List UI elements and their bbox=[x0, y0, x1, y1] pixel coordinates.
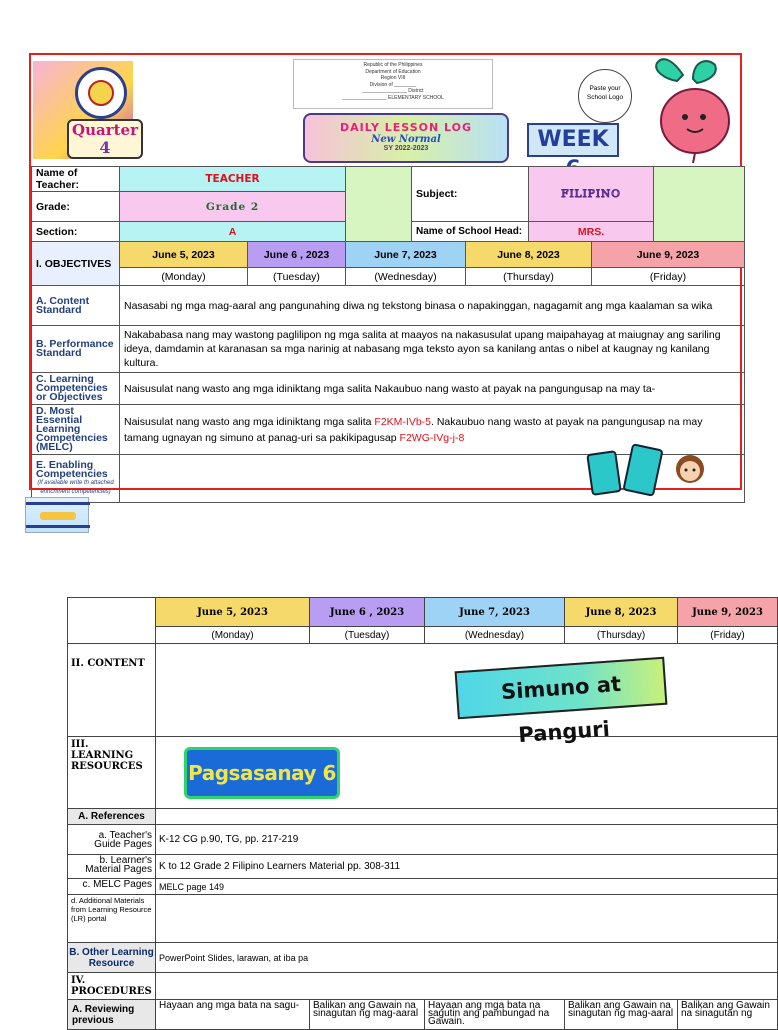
procedures-title: IV. PROCEDURES bbox=[68, 973, 156, 1000]
teacher-signature-cell bbox=[346, 167, 412, 242]
region-line: Division of ________ bbox=[369, 81, 417, 88]
region-line: Department of Education bbox=[365, 68, 421, 75]
day-name: (Friday) bbox=[678, 627, 778, 644]
content-table bbox=[67, 597, 778, 1030]
resources-title: III. LEARNING RESOURCES bbox=[68, 737, 156, 809]
lm-label: b. Learner's Material Pages bbox=[68, 855, 156, 879]
review-cell: Balikan ang Gawain na sinagutan ng bbox=[678, 1000, 778, 1030]
review-cell: Hayaan ang mga bata na sagu- bbox=[156, 1000, 310, 1030]
tg-value: K-12 CG p.90, TG, pp. 217-219 bbox=[156, 825, 778, 855]
region-line: ________________ District bbox=[362, 88, 424, 94]
learning-competencies-label: C. Learning Competencies or Objectives bbox=[32, 373, 120, 405]
section-value: A bbox=[120, 222, 346, 242]
learning-competencies-text: Naisusulat nang wasto ang mga idiniktang mga salita Nakaubuo nang wasto at payak na pangungusap na may ta- bbox=[120, 373, 745, 405]
week-badge: WEEK bbox=[527, 123, 619, 157]
school-head-value: MRS. bbox=[529, 222, 654, 242]
lm-value: K to 12 Grade 2 Filipino Learners Material pp. 308-311 bbox=[156, 855, 778, 879]
performance-standard-text: Nakababasa nang may wastong paglilipon ng mga salita at maayos na nakasusulat upang maipahayag at maiugnay ang sariling ideya, damdamin at karanasan sa mga narinig at nabasang mga teksto ayon sa kanilang antas o nibel at kaugnay ng kanilang kultura. bbox=[120, 326, 745, 373]
region-block bbox=[293, 59, 493, 109]
day-date: June 6 , 2023 bbox=[310, 598, 425, 627]
day-date: June 6 , 2023 bbox=[248, 242, 346, 268]
content-standard-text: Nasasabi ng mga mag-aaral ang pangunahing diwa ng tekstong binasa o napakinggan, nagagamit ang mga kaalaman sa wika bbox=[120, 286, 745, 326]
objectives-title: I. OBJECTIVES bbox=[32, 242, 120, 286]
slide-thumbnail[interactable] bbox=[25, 497, 89, 533]
grade-label: Grade: bbox=[32, 192, 120, 222]
enabling-competencies-title: E. Enabling Competencies bbox=[36, 458, 108, 480]
additional-materials-label: d. Additional Materials from Learning Resource (LR) portal bbox=[68, 895, 156, 943]
procedures-cell bbox=[156, 973, 778, 1000]
enabling-competencies-label bbox=[32, 455, 120, 503]
review-cell: Balikan ang Gawain na sinagutan ng mag-aaral bbox=[310, 1000, 425, 1030]
day-date: June 8, 2023 bbox=[565, 598, 678, 627]
performance-standard-label: B. Performance Standard bbox=[32, 326, 120, 373]
day-name: (Monday) bbox=[120, 268, 248, 286]
review-cell: Hayaan ang mga bata na sagutin ang pambungad na Gawain. bbox=[425, 1000, 565, 1030]
decorative-illustration bbox=[586, 439, 736, 489]
day-name: (Friday) bbox=[592, 268, 745, 286]
radish-mascot-icon bbox=[643, 55, 743, 165]
other-resources-value: PowerPoint Slides, larawan, at iba pa bbox=[156, 943, 778, 973]
dll-banner bbox=[303, 113, 509, 163]
day-name: (Wednesday) bbox=[346, 268, 466, 286]
day-name: (Tuesday) bbox=[248, 268, 346, 286]
melc-code: F2KM-IVb-5 bbox=[374, 415, 432, 428]
references-label: A. References bbox=[68, 809, 156, 825]
quarter-label: Quarter bbox=[72, 121, 138, 139]
quarter-number: 4 bbox=[99, 138, 111, 157]
day-date: June 9, 2023 bbox=[678, 598, 778, 627]
day-date: June 8, 2023 bbox=[466, 242, 592, 268]
subject-label: Subject: bbox=[412, 167, 529, 222]
region-line: Region VIII bbox=[380, 75, 406, 81]
day-date: June 7, 2023 bbox=[346, 242, 466, 268]
dll-title: DAILY LESSON LOG bbox=[339, 121, 473, 134]
region-line: ________________ ELEMENTARY SCHOOL bbox=[342, 94, 444, 101]
melc-text-part: . Nakaubuo nang wasto at payak na pangungusap na may tamang ugnayan ng simuno at panag-uri sa pakikipagusap bbox=[124, 415, 703, 444]
melc-label: D. Most Essential Learning Competencies (MELC) bbox=[32, 405, 120, 455]
teacher-value: TEACHER bbox=[120, 167, 346, 192]
subject-value: FILIPINO bbox=[529, 167, 654, 222]
quarter-badge bbox=[67, 119, 143, 159]
day-date: June 5, 2023 bbox=[120, 242, 248, 268]
resources-banner-cell bbox=[156, 737, 778, 809]
tg-label: a. Teacher's Guide Pages bbox=[68, 825, 156, 855]
melc-pages-value: MELC page 149 bbox=[156, 879, 778, 895]
day-name: (Thursday) bbox=[466, 268, 592, 286]
resources-banner: Pagsasanay 6 bbox=[184, 747, 340, 799]
day-date: June 7, 2023 bbox=[425, 598, 565, 627]
content-banner-cell bbox=[156, 644, 778, 748]
day-name: (Thursday) bbox=[565, 627, 678, 644]
blank-corner bbox=[68, 598, 156, 644]
other-resources-label: B. Other Learning Resource bbox=[68, 943, 156, 973]
day-name: (Wednesday) bbox=[425, 627, 565, 644]
content-banner: Simuno at Panguri bbox=[455, 657, 668, 720]
school-head-label: Name of School Head: bbox=[412, 222, 529, 242]
day-date: June 5, 2023 bbox=[156, 598, 310, 627]
review-label: A. Reviewing previous bbox=[68, 1000, 156, 1030]
melc-pages-label: c. MELC Pages bbox=[68, 879, 156, 895]
section-label: Section: bbox=[32, 222, 120, 242]
teacher-label: Name of Teacher: bbox=[32, 167, 120, 192]
references-cell bbox=[156, 809, 778, 825]
deped-seal-icon bbox=[75, 67, 127, 119]
grade-value: Grade 2 bbox=[120, 192, 346, 222]
dll-page-1 bbox=[29, 53, 742, 495]
additional-materials-cell bbox=[156, 895, 778, 943]
school-year: SY 2022-2023 bbox=[383, 145, 429, 152]
content-standard-label: A. Content Standard bbox=[32, 286, 120, 326]
header bbox=[31, 55, 744, 165]
content-title: II. CONTENT bbox=[68, 644, 156, 737]
school-logo-placeholder: Paste your School Logo bbox=[578, 69, 632, 123]
day-name: (Tuesday) bbox=[310, 627, 425, 644]
enabling-competencies-note: (If available write th attached enrichment competencies) bbox=[37, 479, 114, 495]
review-cell: Balikan ang Gawain na sinagutan ng mag-aaral bbox=[565, 1000, 678, 1030]
head-signature-cell bbox=[654, 167, 745, 242]
melc-text-part: Naisusulat nang wasto ang mga idiniktang mga salita bbox=[124, 415, 375, 428]
day-date: June 9, 2023 bbox=[592, 242, 745, 268]
day-name: (Monday) bbox=[156, 627, 310, 644]
region-line: Republic of the Philippines bbox=[363, 62, 423, 68]
dll-subtitle: New Normal bbox=[371, 134, 441, 145]
melc-code: F2WG-IVg-j-8 bbox=[399, 431, 465, 444]
